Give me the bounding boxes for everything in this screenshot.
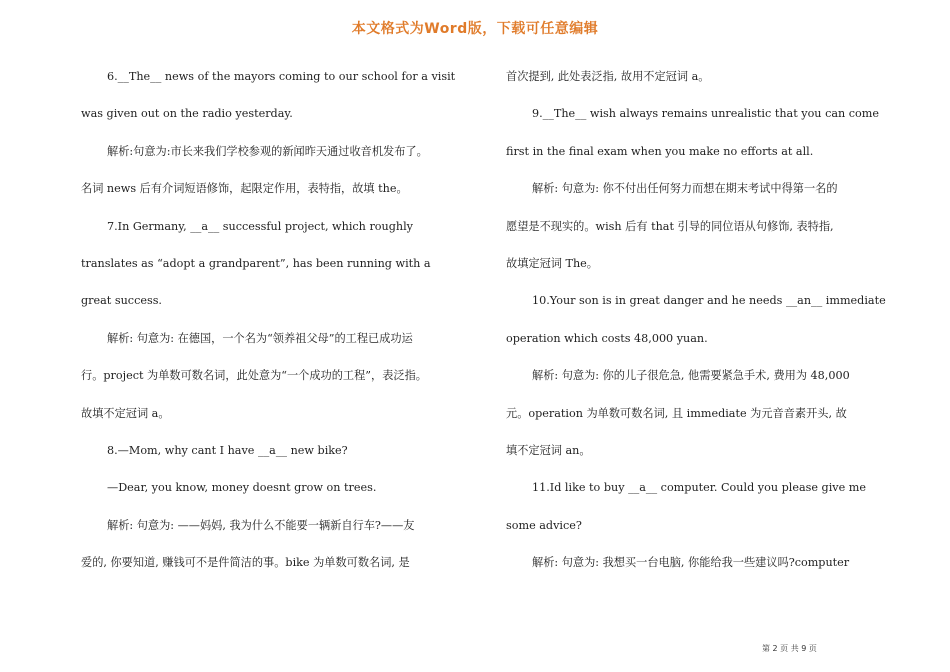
text-line: 解析: 句意为: 你的儿子很危急, 他需要紧急手术, 费用为 48,000 xyxy=(532,369,850,383)
right-column xyxy=(506,58,906,581)
text-line: operation which costs 48,000 yuan. xyxy=(506,331,708,345)
text-line: 故填不定冠词 a。 xyxy=(81,406,170,420)
text-line: great success. xyxy=(81,294,162,308)
text-line: 11.Id like to buy __a__ computer. Could you please give me xyxy=(532,481,867,495)
page-number: 第 2 页 共 9 页 xyxy=(762,644,817,653)
text-line: 9.__The__ wish always remains unrealistic that you can come xyxy=(532,107,879,121)
text-line: 愿望是不现实的。wish 后有 that 引导的同位语从句修饰, 表特指, xyxy=(506,219,834,233)
text-line: first in the final exam when you make no efforts at all. xyxy=(506,144,814,158)
page-banner: 本文格式为Word版，下载可任意编辑 xyxy=(351,21,599,37)
text-line: 解析: 句意为: 你不付出任何努力而想在期末考试中得第一名的 xyxy=(532,182,838,196)
text-line: 解析: 句意为: ——妈妈, 我为什么不能要一辆新自行车?——友 xyxy=(107,518,415,532)
text-line: 10.Your son is in great danger and he needs __an__ immediate xyxy=(532,294,886,308)
text-line: 故填定冠词 The。 xyxy=(506,256,598,270)
text-line: 行。project 为单数可数名词，此处意为“一个成功的工程”，表泛指。 xyxy=(81,369,427,383)
text-line: —Dear, you know, money doesnt grow on trees. xyxy=(107,481,377,495)
text-line: 爱的, 你要知道, 赚钱可不是件简洁的事。bike 为单数可数名词, 是 xyxy=(81,556,410,570)
text-line: 解析:句意为:市长来我们学校参观的新闻昨天通过收音机发布了。 xyxy=(107,144,428,158)
text-line: was given out on the radio yesterday. xyxy=(81,107,293,121)
text-line: some advice? xyxy=(506,518,582,532)
text-line: 名词 news 后有介词短语修饰，起限定作用，表特指，故填 the。 xyxy=(81,182,408,196)
text-line: 8.—Mom, why cant I have __a__ new bike? xyxy=(107,443,348,457)
text-line: 6.__The__ news of the mayors coming to our school for a visit xyxy=(107,70,456,83)
text-line: translates as “adopt a grandparent”, has been running with a xyxy=(81,256,431,270)
text-line: 首次提到, 此处表泛指, 故用不定冠词 a。 xyxy=(506,70,710,83)
text-line: 填不定冠词 an。 xyxy=(506,443,591,457)
text-line: 元。operation 为单数可数名词, 且 immediate 为元音音素开头, 故 xyxy=(506,406,847,420)
text-line: 解析: 句意为: 在德国，一个名为“领养祖父母”的工程已成功运 xyxy=(107,331,413,345)
text-line: 7.In Germany, __a__ successful project, which roughly xyxy=(107,219,413,233)
text-line: 解析: 句意为: 我想买一台电脑, 你能给我一些建议吗?computer xyxy=(532,556,850,570)
left-column xyxy=(81,58,509,581)
